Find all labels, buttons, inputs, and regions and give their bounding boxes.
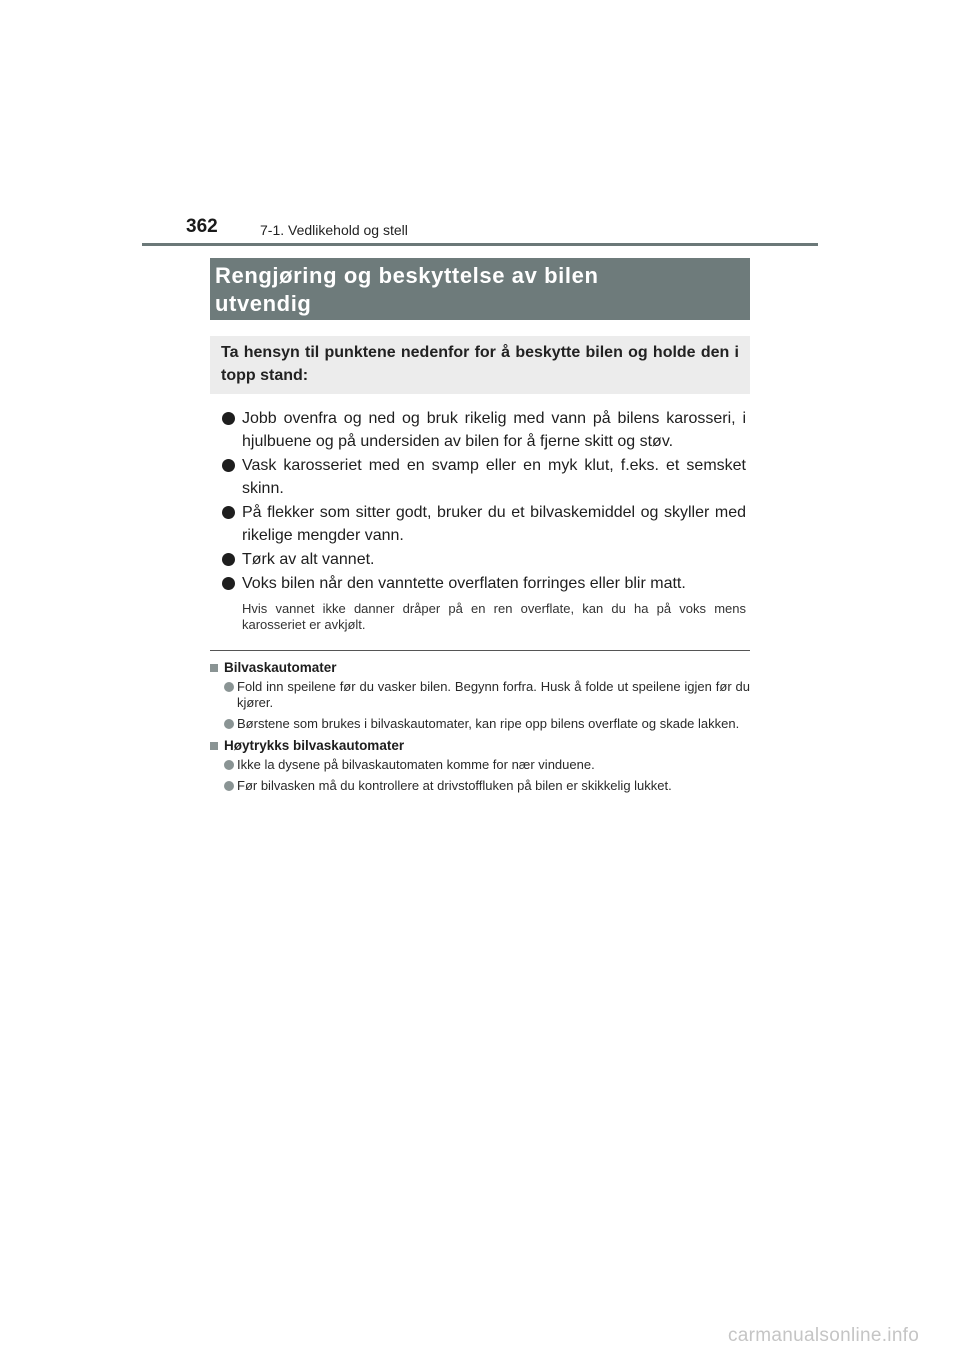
list-item	[222, 501, 746, 547]
section-title	[215, 262, 738, 318]
info-section	[210, 657, 750, 799]
intro-text: Ta hensyn til punktene nedenfor for å beskytte bilen og holde den i topp stand:	[221, 344, 739, 384]
bullet-icon	[222, 506, 235, 519]
section-title-box	[210, 258, 750, 320]
square-bullet-icon	[210, 664, 218, 672]
list-item-text: På flekker som sitter godt, bruker du et bilvaskemiddel og skyller med rikelige mengder vann.	[242, 504, 746, 544]
info-item-text: Fold inn speilene før du vasker bilen. Begynn forfra. Husk å folde ut speilene igjen før du kjører.	[237, 679, 750, 710]
list-item-text: Tørk av alt vannet.	[242, 551, 375, 568]
bullet-icon	[222, 412, 235, 425]
wax-note: Hvis vannet ikke danner dråper på en ren overflate, kan du ha på voks mens karosseriet er avkjølt.	[242, 601, 746, 632]
bullet-list	[222, 407, 746, 596]
square-bullet-icon	[210, 742, 218, 750]
list-item	[222, 454, 746, 500]
section-title-line2: utvendig	[215, 291, 312, 316]
info-heading-car-wash	[210, 659, 750, 677]
list-item-text: Voks bilen når den vanntette overflaten forringes eller blir matt.	[242, 575, 686, 592]
info-item-text: Ikke la dysene på bilvaskautomaten komme for nær vinduene.	[237, 757, 595, 772]
info-heading-text: Høytrykks bilvaskautomater	[224, 738, 405, 753]
info-item	[210, 679, 750, 711]
section-divider	[210, 650, 750, 651]
chapter-title: 7-1. Vedlikehold og stell	[260, 222, 408, 238]
page-number: 362	[186, 216, 218, 237]
info-heading-high-pressure	[210, 737, 750, 755]
header-rule	[142, 243, 818, 246]
info-item-text: Før bilvasken må du kontrollere at drivstoffluken på bilen er skikkelig lukket.	[237, 778, 672, 793]
list-item	[222, 407, 746, 453]
bullet-icon	[222, 577, 235, 590]
info-item	[210, 778, 750, 794]
info-heading-text: Bilvaskautomater	[224, 660, 337, 675]
bullet-icon	[224, 719, 234, 729]
bullet-icon	[222, 459, 235, 472]
bullet-icon	[222, 553, 235, 566]
info-item-text: Børstene som brukes i bilvaskautomater, kan ripe opp bilens overflate og skade lakken.	[237, 716, 740, 731]
list-item	[222, 548, 746, 571]
info-item	[210, 757, 750, 773]
bullet-icon	[224, 682, 234, 692]
list-item	[222, 572, 746, 595]
intro-box	[210, 336, 750, 394]
watermark: carmanualsonline.info	[728, 1325, 920, 1346]
bullet-icon	[224, 781, 234, 791]
list-item-text: Jobb ovenfra og ned og bruk rikelig med vann på bilens karosseri, i hjulbuene og på undersiden av bilen for å fjerne skitt og støv.	[242, 410, 746, 450]
info-item	[210, 716, 750, 732]
list-item-text: Vask karosseriet med en svamp eller en myk klut, f.eks. et semsket skinn.	[242, 457, 746, 497]
section-title-line1: Rengjøring og beskyttelse av bilen	[215, 263, 599, 288]
bullet-icon	[224, 760, 234, 770]
